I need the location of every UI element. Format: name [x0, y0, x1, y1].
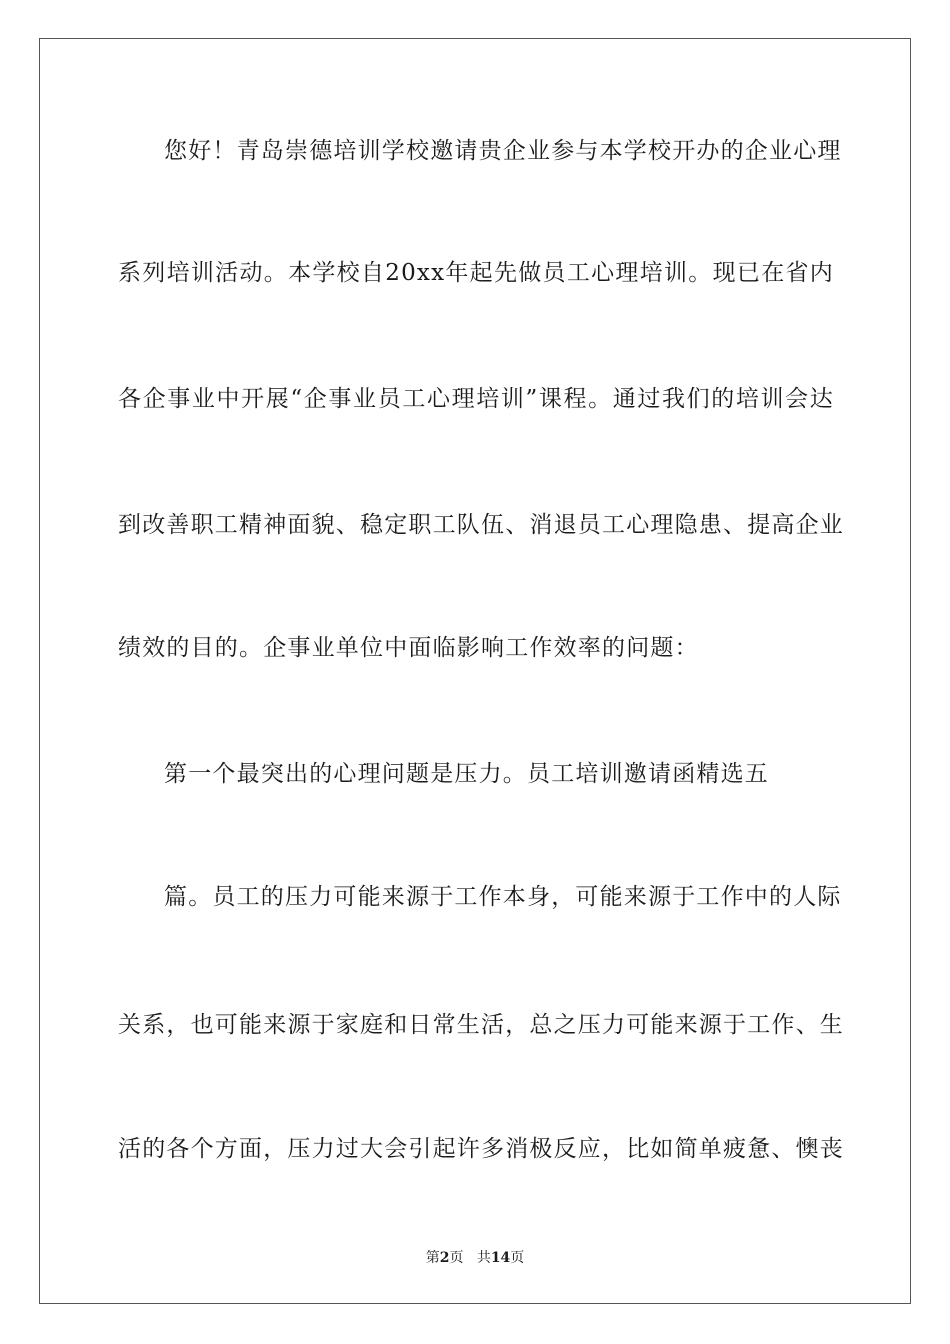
page-total: 14: [490, 1250, 511, 1266]
page-suffix: 页: [449, 1250, 464, 1266]
body-line-1: 您好！青岛崇德培训学校邀请贵企业参与本学校开办的企业心理: [164, 138, 842, 164]
page-footer: [0, 1248, 950, 1268]
page-frame: [39, 38, 911, 1304]
total-suffix: 页: [510, 1250, 525, 1266]
body-line-6: 第一个最突出的心理问题是压力。员工培训邀请函精选五: [164, 761, 769, 787]
body-line-7: 篇。员工的压力可能来源于工作本身，可能来源于工作中的人际: [164, 884, 842, 910]
body-line-3: 各企事业中开展“企事业员工心理培训”课程。通过我们的培训会达: [118, 386, 834, 412]
body-line-5: 绩效的目的。企事业单位中面临影响工作效率的问题：: [118, 635, 699, 661]
body-line-9: 活的各个方面，压力过大会引起许多消极反应，比如简单疲惫、懊丧: [118, 1136, 844, 1162]
body-line-2: 系列培训活动。本学校自20xx年起先做员工心理培训。现已在省内: [118, 260, 834, 286]
body-line-4: 到改善职工精神面貌、稳定职工队伍、消退员工心理隐患、提高企业: [118, 512, 844, 538]
page-prefix: 第: [425, 1250, 440, 1266]
page-current: 2: [439, 1250, 450, 1266]
body-line-8: 关系，也可能来源于家庭和日常生活，总之压力可能来源于工作、生: [118, 1012, 844, 1038]
total-prefix: 共: [476, 1250, 491, 1266]
